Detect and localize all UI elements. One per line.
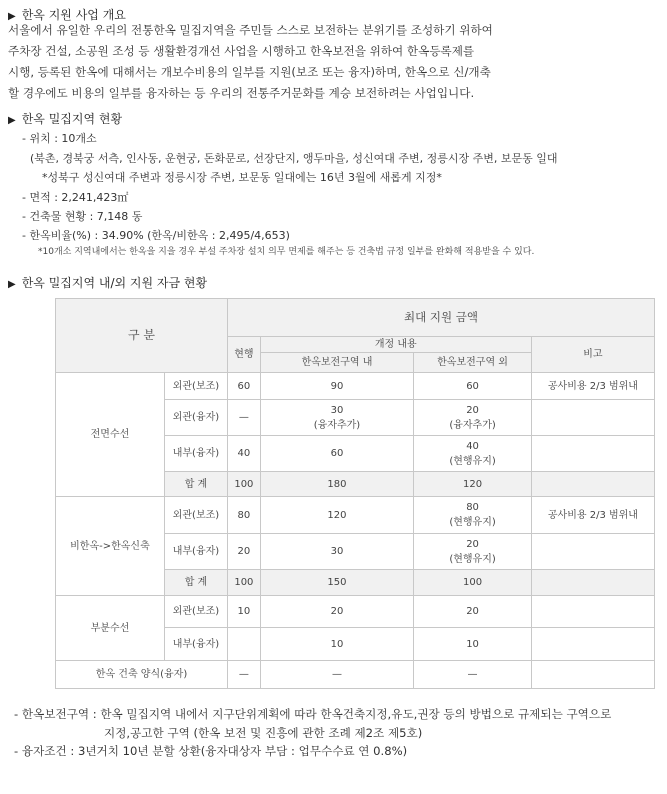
- footer-note-loan-terms: - 융자조건 : 3년거치 10년 분할 상환(융자대상자 부담 : 업무수수료 연 0.8%): [14, 744, 408, 758]
- header-outside: 한옥보전구역 외: [414, 353, 532, 373]
- footer-note-preserve-zone: - 한옥보전구역 : 한옥 밀집지역 내에서 지구단위계획에 따라 한옥건축지정,유도,권장 등의 방법으로 규제되는 구역으로: [14, 707, 612, 721]
- status-buildings: - 건축물 현황 : 7,148 동: [22, 210, 143, 223]
- header-max-amount: 최대 지원 금액: [228, 299, 655, 337]
- group-name: 전면수선: [56, 373, 165, 497]
- row-current: 60: [228, 373, 261, 400]
- row-inside: 60: [260, 436, 414, 472]
- row-current: 20: [228, 534, 261, 570]
- row-inside: 20: [260, 596, 414, 628]
- support-title: ▶ 한옥 밀집지역 내/외 지원 자금 현황: [8, 276, 208, 290]
- header-category: 구 분: [56, 299, 228, 373]
- row-inside: 30 (융자추가): [260, 400, 414, 436]
- row-note: 공사비용 2/3 범위내: [531, 373, 654, 400]
- row-outside: 20: [414, 596, 532, 628]
- table-row: [56, 373, 655, 400]
- row-outside: 80 (현행유지): [414, 497, 532, 534]
- overview-line: 서울에서 유일한 우리의 전통한옥 밀집지역을 주민들 스스로 보전하는 분위기를 조성하기 위하여: [8, 23, 493, 37]
- total-note: [531, 472, 654, 497]
- row-type: 내부(융자): [164, 628, 227, 661]
- row-outside: 20 (현행유지): [414, 534, 532, 570]
- row-outside-sub: (현행유지): [449, 455, 496, 467]
- total-label: 합 계: [164, 570, 227, 596]
- row-note: [531, 628, 654, 661]
- row-note: [531, 596, 654, 628]
- overview-title: ▶ 한옥 지원 사업 개요: [8, 8, 126, 22]
- support-fund-table: [55, 298, 655, 689]
- row-current: —: [228, 400, 261, 436]
- row-inside-sub: (융자추가): [313, 419, 361, 431]
- overview-line: 할 경우에도 비용의 일부를 융자하는 등 우리의 전통주거문화를 계승 보전하려는 사업입니다.: [8, 86, 475, 100]
- row-inside: 10: [260, 628, 414, 661]
- style-row-inside: —: [260, 661, 414, 689]
- header-inside: 한옥보전구역 내: [260, 353, 414, 373]
- row-inside: 30: [260, 534, 414, 570]
- row-outside-sub: (융자추가): [449, 419, 496, 431]
- status-location-detail: (북촌, 경북궁 서측, 인사동, 운현궁, 돈화문로, 선장단지, 앵두마을, 성신여대 주변, 정릉시장 주변, 보문동 일대: [30, 152, 558, 165]
- row-type: 외관(보조): [164, 373, 227, 400]
- row-outside: 20 (융자추가): [414, 400, 532, 436]
- row-note: [531, 436, 654, 472]
- row-outside: 60: [414, 373, 532, 400]
- group-name: 부분수선: [56, 596, 165, 661]
- style-row-current: —: [228, 661, 261, 689]
- header-revision: 개정 내용: [260, 337, 531, 353]
- status-ratio: - 한옥비율(%) : 34.90% (한옥/비한옥 : 2,495/4,653): [22, 229, 290, 242]
- status-footnote: *10개소 지역내에서는 한옥을 지을 경우 부설 주차장 설치 의무 면제를 해주는 등 건축법 규정 일부를 완화해 적용받을 수 있다.: [38, 247, 535, 257]
- row-inside: 120: [260, 497, 414, 534]
- status-area: - 면적 : 2,241,423㎡: [22, 191, 129, 204]
- row-current: 80: [228, 497, 261, 534]
- total-outside: 120: [414, 472, 532, 497]
- row-type: 내부(융자): [164, 534, 227, 570]
- table-row: [56, 596, 655, 628]
- triangle-bullet-icon: ▶: [8, 279, 16, 290]
- style-row-note: [531, 661, 654, 689]
- row-outside: 40 (현행유지): [414, 436, 532, 472]
- row-note: [531, 400, 654, 436]
- total-current: 100: [228, 472, 261, 497]
- row-type: 외관(보조): [164, 596, 227, 628]
- header-current: 현행: [228, 337, 261, 373]
- total-note: [531, 570, 654, 596]
- row-type: 외관(보조): [164, 497, 227, 534]
- row-current: 10: [228, 596, 261, 628]
- row-outside: 10: [414, 628, 532, 661]
- style-row-outside: —: [414, 661, 532, 689]
- header-note: 비고: [531, 337, 654, 373]
- footer-note-preserve-zone-cont: 지정,공고한 구역 (한옥 보전 및 진흥에 관한 조례 제2조 제5호): [104, 726, 423, 740]
- overview-paragraph: [8, 20, 493, 104]
- triangle-bullet-icon: ▶: [8, 115, 16, 126]
- row-outside-sub: (현행유지): [449, 553, 496, 565]
- style-row-label: 한옥 건축 양식(융자): [56, 661, 228, 689]
- row-current: 40: [228, 436, 261, 472]
- overview-line: 시행, 등록된 한옥에 대해서는 개보수비용의 일부를 지원(보조 또는 융자)하며, 한옥으로 신/개축: [8, 65, 491, 79]
- total-label: 합 계: [164, 472, 227, 497]
- row-inside: 90: [260, 373, 414, 400]
- table-row: [56, 661, 655, 689]
- total-current: 100: [228, 570, 261, 596]
- triangle-bullet-icon: ▶: [8, 11, 16, 22]
- overview-line: 주차장 건설, 소공원 조성 등 생활환경개선 사업을 시행하고 한옥보전을 위하여 한옥등록제를: [8, 44, 475, 58]
- row-note: [531, 534, 654, 570]
- total-inside: 180: [260, 472, 414, 497]
- row-type: 내부(융자): [164, 436, 227, 472]
- row-current: [228, 628, 261, 661]
- total-inside: 150: [260, 570, 414, 596]
- row-outside-sub: (현행유지): [449, 517, 496, 528]
- table-row: [56, 497, 655, 534]
- status-location-note: *성북구 성신여대 주변과 정릉시장 주변, 보문동 일대에는 16년 3월에 새롭게 지정*: [42, 171, 442, 184]
- status-location: - 위치 : 10개소: [22, 132, 97, 145]
- total-outside: 100: [414, 570, 532, 596]
- status-title: ▶ 한옥 밀집지역 현황: [8, 112, 123, 126]
- row-note: 공사비용 2/3 범위내: [531, 497, 654, 534]
- row-type: 외관(융자): [164, 400, 227, 436]
- group-name: 비한옥->한옥신축: [56, 497, 165, 596]
